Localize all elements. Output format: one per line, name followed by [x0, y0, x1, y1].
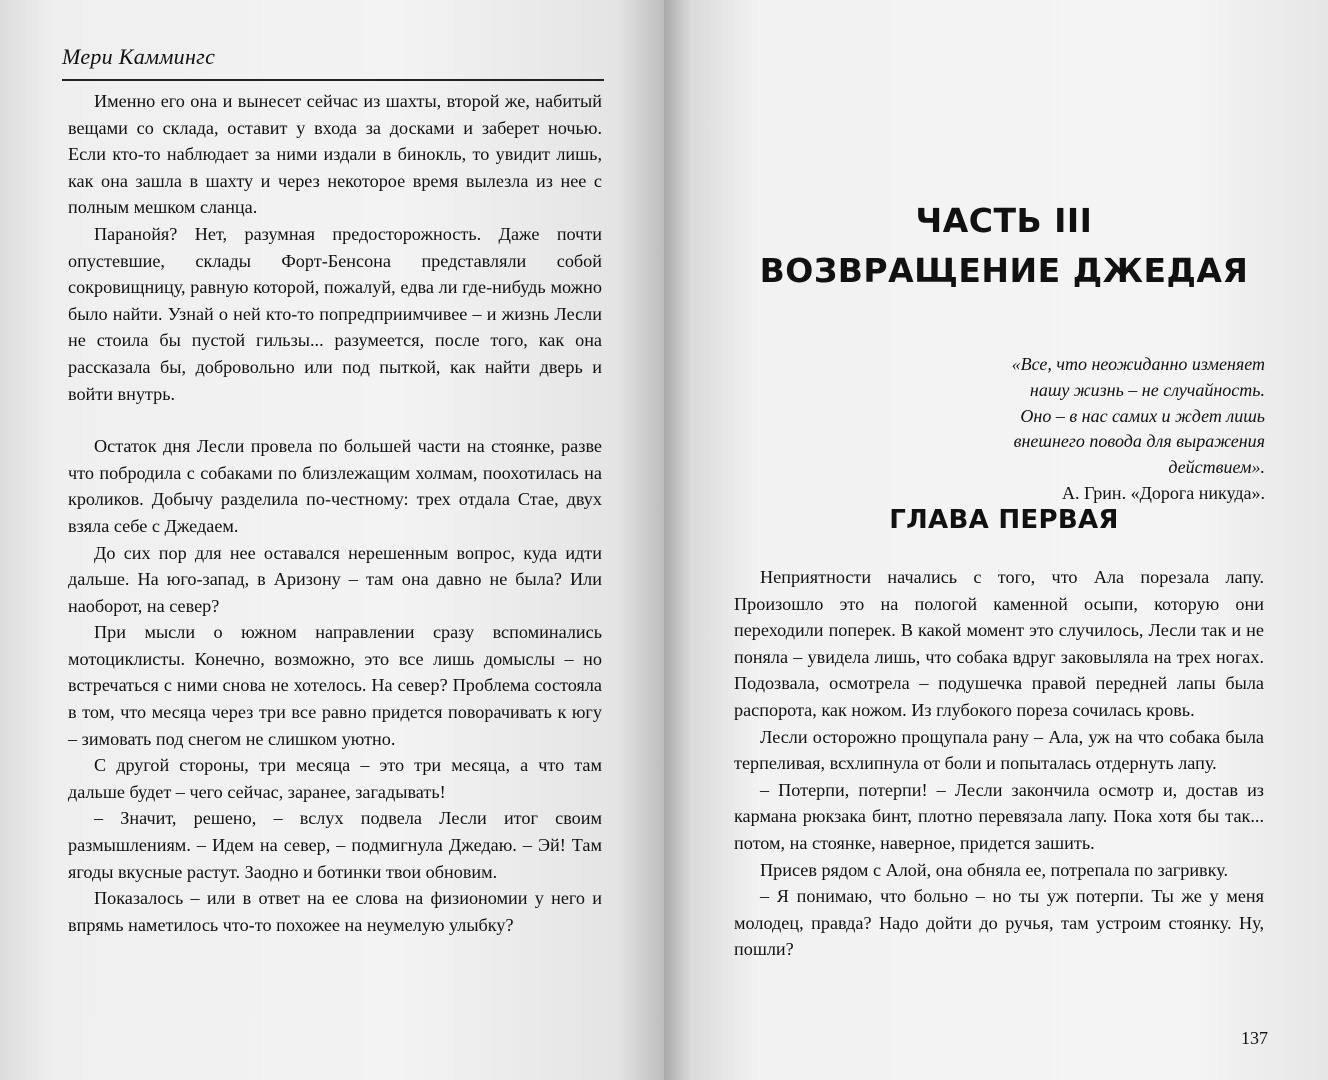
paragraph: Именно его она и вынесет сейчас из шахты, второй же, набитый вещами со склада, оставит у входа за досками и заберет ночью. Если кто-то наблюдает за ними издали в бинокль, то увидит лишь, как она зашла в шахту и через некоторое время вылезла из нее с полным мешком сланца.	[68, 91, 602, 218]
epigraph-line: внешнего повода для выражения	[1013, 431, 1265, 452]
left-page-body	[68, 88, 602, 938]
epigraph-line: нашу жизнь – не случайность.	[1029, 379, 1265, 400]
paragraph: – Значит, решено, – вслух подвела Лесли итог своим размышлениям. – Идем на север, – подмигнула Джедаю. – Эй! Там ягоды вкусные растут. Заодно и ботинки твои обновим.	[68, 808, 602, 882]
paragraph: С другой стороны, три месяца – это три месяца, а что там дальше будет – чего сейчас, заранее, загадывать!	[68, 755, 602, 802]
paragraph: – Потерпи, потерпи! – Лесли закончила осмотр и, достав из кармана рюкзака бинт, плотно перевязала лапу. Пока хотя бы так... потом, на стоянке, наверное, придется зашить.	[734, 779, 1264, 853]
header-rule	[62, 79, 604, 81]
epigraph-line: действием».	[1168, 457, 1265, 478]
right-page-body	[734, 564, 1264, 963]
paragraph: Паранойя? Нет, разумная предосторожность. Даже почти опустевшие, склады Форт-Бенсона представляли собой сокровищницу, равную которой, пожалуй, едва ли где-нибудь можно было найти. Узнай о ней кто-то попредприимчивее – и жизнь Лесли не стоила бы пустой гильзы... разумеется, после того, как она рассказала бы, добровольно или под пыткой, как найти дверь и войти внутрь.	[68, 223, 602, 404]
epigraph	[904, 352, 1265, 507]
part-subtitle: ВОЗВРАЩЕНИЕ ДЖЕДАЯ	[759, 251, 1249, 290]
running-head-author: Мери Каммингс	[62, 44, 216, 69]
paragraph: – Я понимаю, что больно – но ты уж потерпи. Ты же у меня молодец, правда? Надо дойти до ручья, там устроим стоянку. Ну, пошли?	[734, 886, 1264, 960]
epigraph-attribution: А. Грин. «Дорога никуда».	[1062, 482, 1265, 503]
paragraph: Показалось – или в ответ на ее слова на физиономии у него и впрямь наметилось что-то похожее на неумелую улыбку?	[68, 888, 602, 935]
paragraph: Неприятности начались с того, что Ала порезала лапу. Произошло это на пологой каменной осыпи, которую они переходили поперек. В какой момент это случилось, Лесли так и не поняла – увидела лишь, что собака вдруг заковыляла на трех ногах. Подозвала, осмотрела – подушечка правой передней лапы была распорота, как ножом. Из глубокого пореза сочилась кровь.	[734, 567, 1264, 720]
paragraph: Лесли осторожно прощупала рану – Ала, уж на что собака была терпеливая, всхлипнула от боли и попыталась отдернуть лапу.	[734, 726, 1264, 774]
page-number: 137	[1241, 1028, 1268, 1048]
paragraph: При мысли о южном направлении сразу вспоминались мотоциклисты. Конечно, возможно, это все лишь домыслы – но встречаться с ними снова не хотелось. На север? Проблема состояла в том, что месяца через три все равно придется поворачивать к югу – зимовать под снегом не слишком уютно.	[68, 622, 602, 749]
epigraph-line: Оно – в нас самих и ждет лишь	[1020, 405, 1265, 426]
right-page	[664, 0, 1328, 1080]
part-title: ЧАСТЬ III	[915, 201, 1093, 240]
chapter-title: ГЛАВА ПЕРВАЯ	[889, 505, 1119, 535]
paragraph: До сих пор для нее оставался нерешенным вопрос, куда идти дальше. На юго-запад, в Аризону – там она давно не была? Или наоборот, на север?	[68, 542, 602, 616]
paragraph: Присев рядом с Алой, она обняла ее, потрепала по загривку.	[760, 859, 1229, 880]
epigraph-line: «Все, что неожиданно изменяет	[1011, 354, 1265, 374]
paragraph: Остаток дня Лесли провела по большей части на стоянке, разве что побродила с собаками по близлежащим холмам, поохотилась на кроликов. Добычу разделила по-честному: трех отдала Стае, двух взяла себе с Джедаем.	[68, 436, 602, 536]
